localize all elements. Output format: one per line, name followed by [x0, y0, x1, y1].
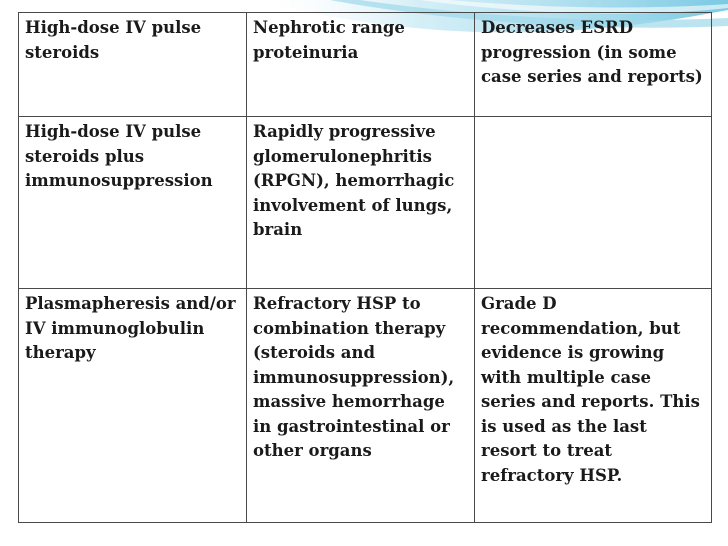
table-cell-indication: Nephrotic range proteinuria	[247, 13, 475, 117]
table-row	[19, 289, 712, 523]
table-cell-treatment: High-dose IV pulse steroids plus immunosuppression	[19, 117, 247, 289]
table-cell-evidence	[475, 117, 712, 289]
table-cell-indication: Rapidly progressive glomerulonephritis (RPGN), hemorrhagic involvement of lungs, brain	[247, 117, 475, 289]
table-cell-evidence: Grade D recommendation, but evidence is growing with multiple case series and reports. This is used as the last resort to treat refractory HSP.	[475, 289, 712, 523]
table-cell-evidence: Decreases ESRD progression (in some case series and reports)	[475, 13, 712, 117]
table-cell-treatment: Plasmapheresis and/or IV immunoglobulin therapy	[19, 289, 247, 523]
table-cell-treatment: High-dose IV pulse steroids	[19, 13, 247, 117]
treatment-table	[18, 12, 712, 523]
table-cell-indication: Refractory HSP to combination therapy (steroids and immunosuppression), massive hemorrhage in gastrointestinal or other organs	[247, 289, 475, 523]
table-row	[19, 13, 712, 117]
table-row	[19, 117, 712, 289]
